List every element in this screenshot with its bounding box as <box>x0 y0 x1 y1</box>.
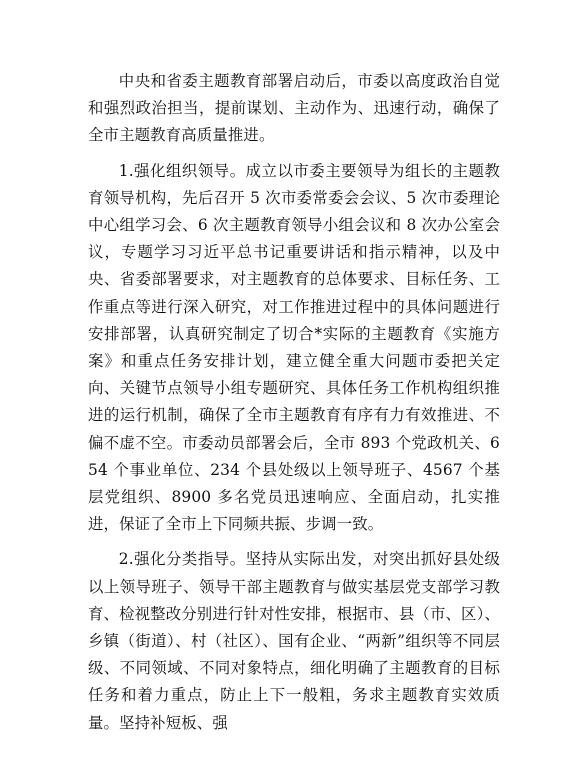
paragraph-classified-guidance: 2.强化分类指导。坚持从实际出发，对突出抓好县处级以上领导班子、领导干部主题教育与做实基层党支部学习教育、检视整改分别进行针对性安排，根据市、县（市、区）、乡镇（街道）、村（社区）、国有企业、“两新”组织等不同层级、不同领域、不同对象特点，细化明确了主题教育的目标任务和着力重点，防止上下一般粗，务求主题教育实效质量。坚持补短板、强 <box>88 550 500 732</box>
paragraph-intro: 中央和省委主题教育部署启动后，市委以高度政治自觉和强烈政治担当，提前谋划、主动作为、迅速行动，确保了全市主题教育高质量推进。 <box>88 72 500 145</box>
paragraph-organization-leadership: 1.强化组织领导。成立以市委主要领导为组长的主题教育领导机构，先后召开 5 次市委常委会会议、5 次市委理论中心组学习会、6 次主题教育领导小组会议和 8 次办公室会议，专题学习习近平总书记重要讲话和指示精神，以及中央、省委部署要求，对主题教育的总体要求、目标任务、工作重点等进行深入研究，对工作推进过程中的具体问题进行安排部署，认真研究制定了切合*实际的主题教育《实施方案》和重点任务安排计划，建立健全重大问题市委把关定向、关键节点领导小组专题研究、具体任务工作机构组织推进的运行机制，确保了全市主题教育有序有力有效推进、不偏不虚不空。市委动员部署会后，全市 893 个党政机关、654 个事业单位、234 个县处级以上领导班子、4567 个基层党组织、8900 多名党员迅速响应、全面启动，扎实推进，保证了全市上下同频共振、步调一致。 <box>88 161 500 534</box>
document-page <box>88 68 500 737</box>
